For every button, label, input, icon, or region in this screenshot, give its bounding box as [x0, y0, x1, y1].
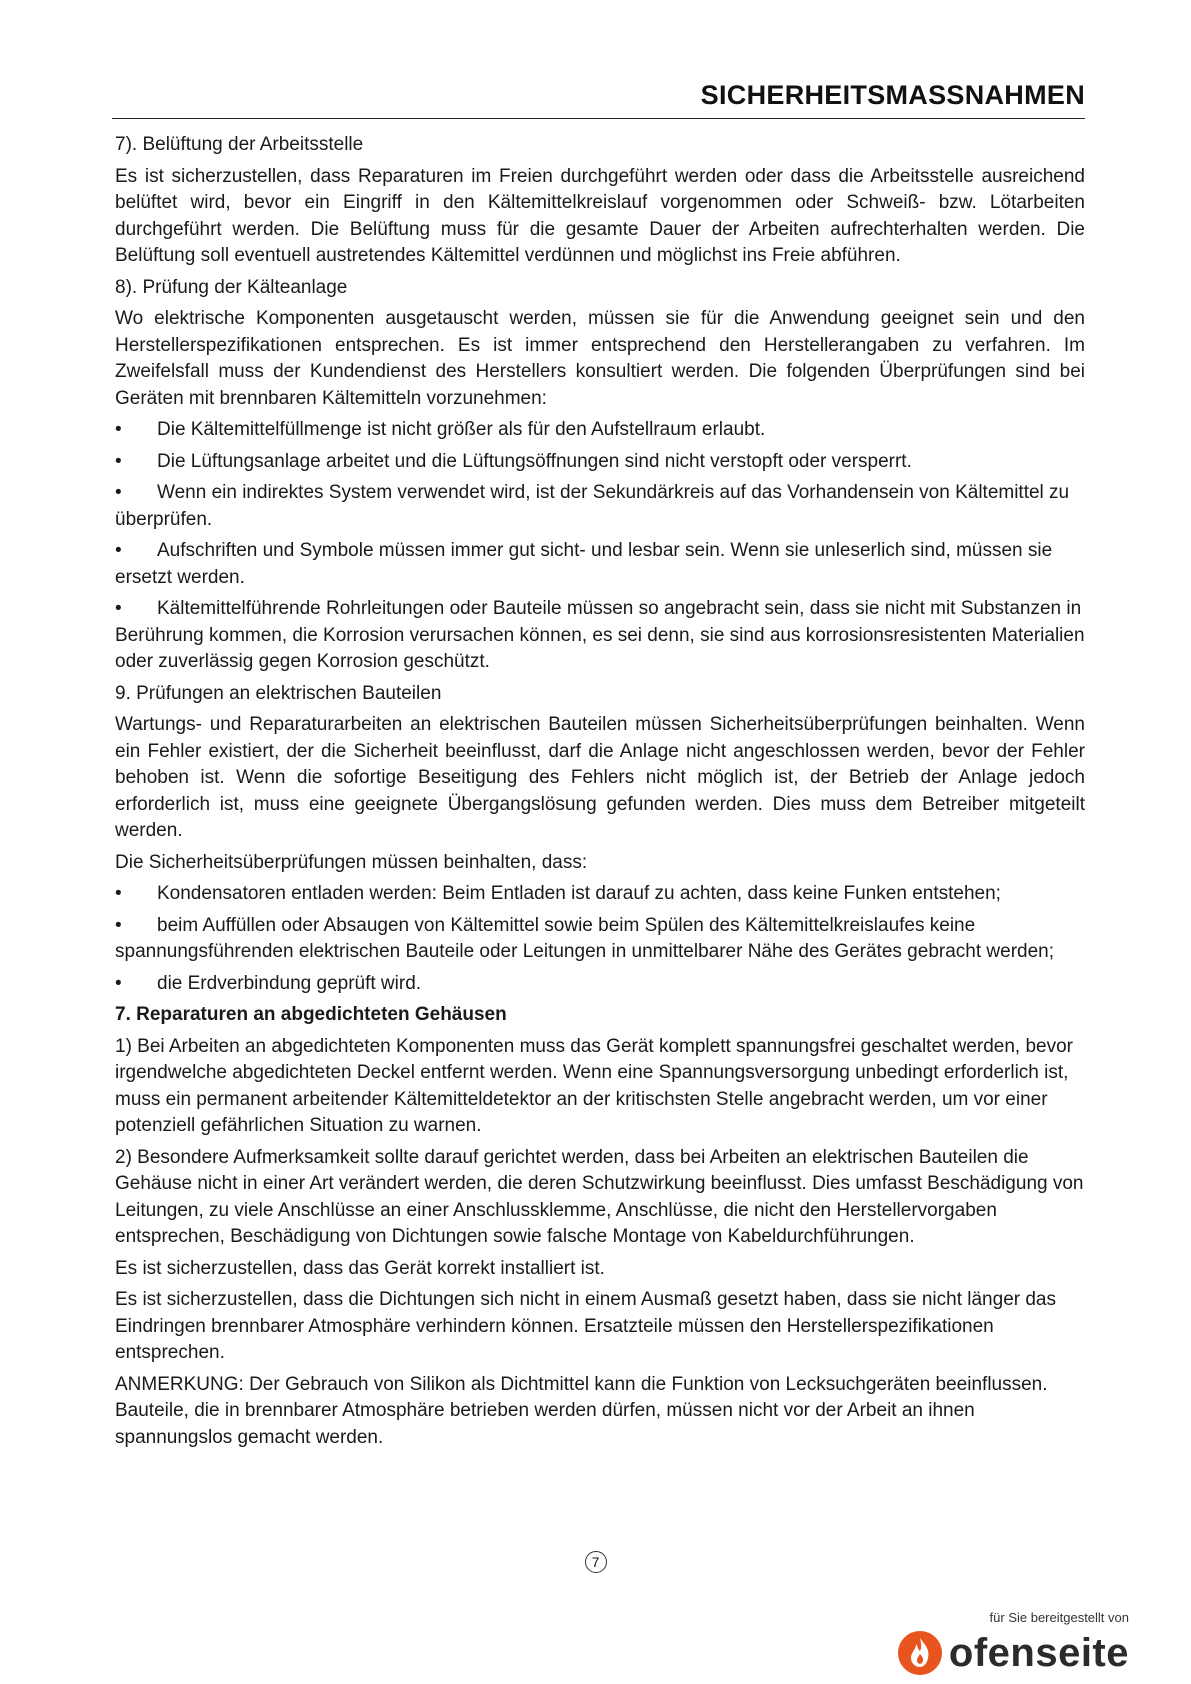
list-item: • Die Lüftungsanlage arbeitet und die Lüftungsöffnungen sind nicht verstopft oder versperrt. [115, 449, 1085, 476]
paragraph: Es ist sicherzustellen, dass das Gerät korrekt installiert ist. [115, 1257, 605, 1279]
list-item: • beim Auffüllen oder Absaugen von Kältemittel sowie beim Spülen des Kältemittelkreislaufes keine spannungsführenden elektrischen Bauteile oder Leitungen in unmittelbarer Nähe des Gerätes gebracht werden; [115, 914, 1054, 962]
header-divider [112, 118, 1085, 119]
list-item: • Kondensatoren entladen werden: Beim Entladen ist darauf zu achten, dass keine Funken entstehen; [115, 881, 1085, 908]
bullet-icon: • [115, 450, 122, 472]
paragraph: 2) Besondere Aufmerksamkeit sollte darauf gerichtet werden, dass bei Arbeiten an elektrischen Bauteilen die Gehäuse nicht in einer Art verändert werden, die deren Schutzwirkung beeinflusst. Dies umfasst Beschädigung von Leitungen, zu viele Anschlüsse an einer Anschlussklemme, Anschlüsse, die nicht den Herstellervorgaben entsprechen, Beschädigung von Dichtungen sowie falsche Montage von Kabeldurchführungen. [115, 1146, 1084, 1247]
bullet-icon: • [115, 540, 122, 561]
list-item: • Wenn ein indirektes System verwendet wird, ist der Sekundärkreis auf das Vorhandensein von Kältemittel zu überprüfen. [115, 482, 1070, 530]
list-item: • die Erdverbindung geprüft wird. [115, 971, 1085, 998]
paragraph: 1) Bei Arbeiten an abgedichteten Komponenten muss das Gerät komplett spannungsfrei geschaltet werden, bevor irgendwelche abgedichteten Deckel entfernt werden. Wenn eine Spannungsversorgung unbedingt erforderlich ist, muss ein permanent arbeitender Kältemitteldetektor an der kritischsten Stelle angebracht werden, um vor einer potenziell gefährlichen Situation zu warnen. [115, 1035, 1073, 1136]
brand-name: ofenseite [948, 1630, 1129, 1675]
paragraph: Es ist sicherzustellen, dass Reparaturen im Freien durchgeführt werden oder dass die Arbeitsstelle ausreichend belüftet wird, bevor ein Eingriff in den Kältemittelkreislauf vorgenommen oder Schweiß- bzw. Lötarbeiten durchgeführt werden. Die Belüftung muss für die gesamte Dauer der Arbeiten aufrechterhalten werden. Die Belüftung soll eventuell austretendes Kältemittel verdünnen und möglichst ins Freie abführen. [115, 165, 1085, 266]
paragraph: Wo elektrische Komponenten ausgetauscht werden, müssen sie für die Anwendung geeignet sein und den Herstellerspezifikationen entsprechen. Es ist immer entsprechend den Herstellerangaben zu verfahren. Im Zweifelsfall muss der Kundendienst des Herstellers konsultiert werden. Die folgenden Überprüfungen sind bei Geräten mit brennbaren Kältemitteln vorzunehmen: [115, 308, 1085, 409]
page-title: SICHERHEITSMASSNAHMEN [700, 80, 1085, 110]
brand-logo [897, 1630, 1129, 1676]
flame-icon [897, 1630, 943, 1676]
paragraph: Es ist sicherzustellen, dass die Dichtungen sich nicht in einem Ausmaß gesetzt haben, dass sie nicht länger das Eindringen brennbarer Atmosphäre verhindern können. Ersatzteile müssen den Herstellerspezifikationen entsprechen. [115, 1289, 1057, 1363]
note-label: ANMERKUNG: [115, 1373, 244, 1395]
document-body [115, 132, 1085, 1456]
bullet-icon: • [115, 914, 122, 936]
list-item: • Die Kältemittelfüllmenge ist nicht größer als für den Aufstellraum erlaubt. [115, 417, 1085, 444]
section-heading-ventilation: 7). Belüftung der Arbeitsstelle [115, 134, 364, 155]
brand-tagline: für Sie bereitgestellt von [989, 1610, 1129, 1625]
note-paragraph: ANMERKUNG: Der Gebrauch von Silikon als Dichtmittel kann die Funktion von Lecksuchgeräten beeinflussen. Bauteile, die in brennbarer Atmosphäre betrieben werden dürfen, müssen nicht vor der Arbeit an ihnen spannungslos gemacht werden. [115, 1373, 1048, 1448]
section-heading-refrigeration-check: 8). Prüfung der Kälteanlage [115, 276, 348, 298]
bullet-icon: • [115, 883, 122, 904]
section-heading-electrical-checks: 9. Prüfungen an elektrischen Bauteilen [115, 682, 442, 704]
bullet-icon: • [115, 419, 122, 440]
page-number: 7 [0, 1550, 1191, 1573]
list-item: • Aufschriften und Symbole müssen immer gut sicht- und lesbar sein. Wenn sie unleserlich sind, müssen sie ersetzt werden. [115, 540, 1053, 588]
paragraph: Wartungs- und Reparaturarbeiten an elektrischen Bauteilen müssen Sicherheitsüberprüfungen beinhalten. Wenn ein Fehler existiert, der die Sicherheit beeinflusst, darf die Anlage nicht angeschlossen werden, bevor der Fehler behoben ist. Wenn die sofortige Beseitigung des Fehlers nicht möglich ist, der Betrieb der Anlage jedoch erforderlich ist, muss eine geeignete Übergangslösung gefunden werden. Dies muss dem Betreiber mitgeteilt werden. [115, 714, 1085, 841]
bullet-icon: • [115, 972, 122, 994]
section-heading-sealed-housings: 7. Reparaturen an abgedichteten Gehäusen [115, 1004, 507, 1025]
bullet-icon: • [115, 598, 122, 619]
list-item: • Kältemittelführende Rohrleitungen oder Bauteile müssen so angebracht sein, dass sie nicht mit Substanzen in Berührung kommen, die Korrosion verursachen können, es sei denn, sie sind aus korrosionsresistenten Materialien oder zuverlässig gegen Korrosion geschützt. [115, 598, 1085, 672]
bullet-icon: • [115, 482, 122, 503]
paragraph: Die Sicherheitsüberprüfungen müssen beinhalten, dass: [115, 851, 588, 873]
